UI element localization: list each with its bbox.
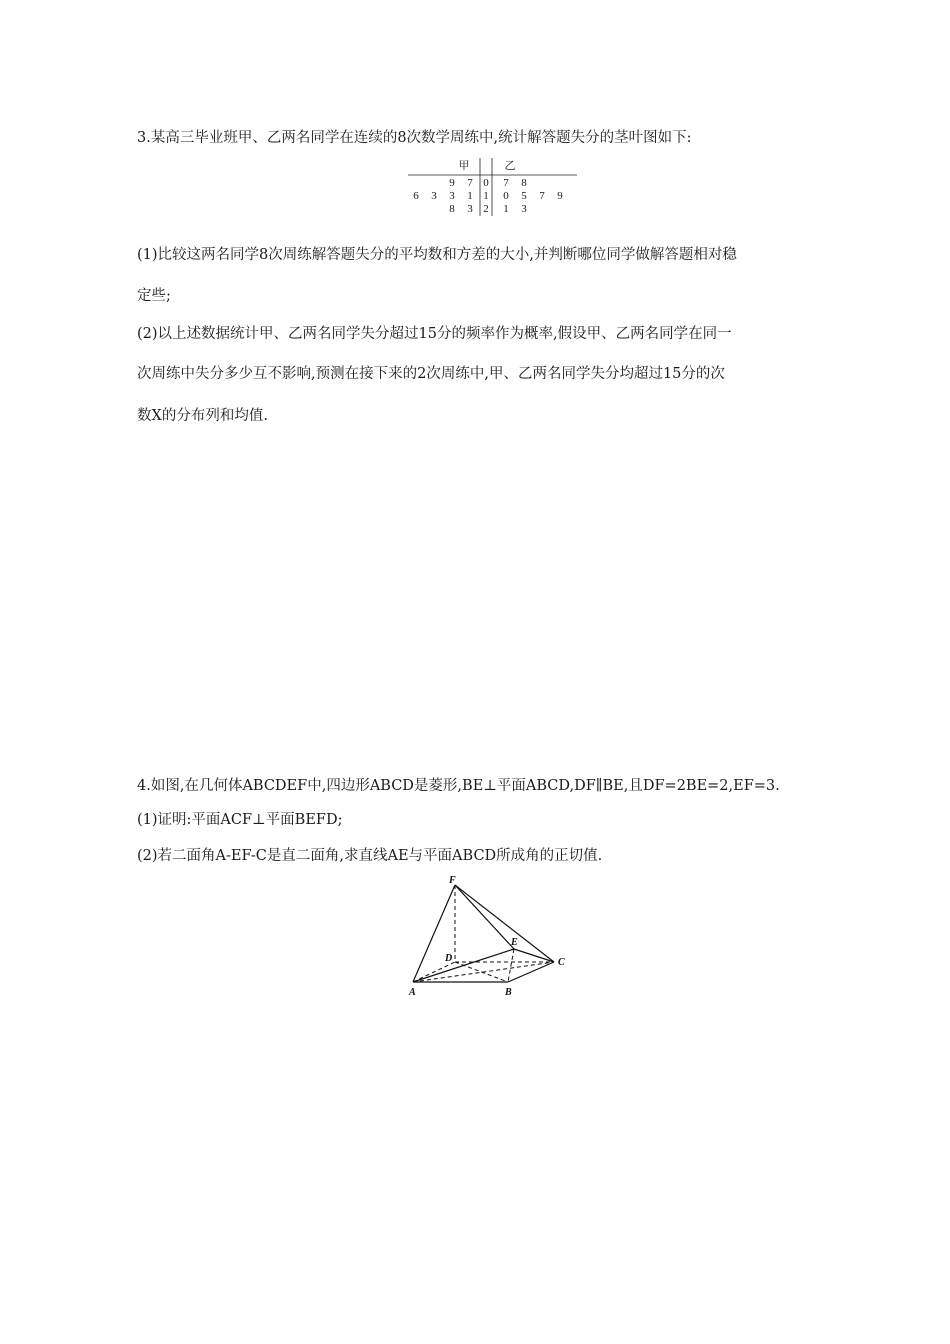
leaf-right: 8 bbox=[521, 177, 527, 189]
q3-part1-line2: 定些; bbox=[137, 288, 171, 304]
q3-stem: 3.某高三毕业班甲、乙两名同学在连续的8次数学周练中,统计解答题失分的茎叶图如下: bbox=[137, 130, 692, 146]
q4-stem: 4.如图,在几何体ABCDEF中,四边形ABCD是菱形,BE⊥平面ABCD,DF∥BE,且DF=2BE=2,EF=3. bbox=[137, 778, 780, 794]
leaf-left: 9 bbox=[449, 177, 455, 189]
leaf-left: 3 bbox=[467, 203, 473, 215]
leaf-right: 7 bbox=[539, 190, 545, 202]
q4-part2: (2)若二面角A-EF-C是直二面角,求直线AE与平面ABCD所成角的正切值. bbox=[137, 848, 603, 864]
leaf-left: 3 bbox=[449, 190, 455, 202]
leaf-left: 3 bbox=[431, 190, 437, 202]
q4-part1: (1)证明:平面ACF⊥平面BEFD; bbox=[137, 812, 343, 828]
leaf-right: 0 bbox=[503, 190, 509, 202]
edge-af bbox=[413, 885, 455, 982]
leaf-left: 6 bbox=[413, 190, 419, 202]
label-a: A bbox=[409, 987, 416, 998]
leaf-right: 7 bbox=[503, 177, 509, 189]
edge-ec bbox=[514, 949, 554, 962]
edge-db bbox=[455, 962, 508, 982]
label-c: C bbox=[558, 957, 565, 968]
q3-part2-line1: (2)以上述数据统计甲、乙两名同学失分超过15分的频率作为概率,假设甲、乙两名同学在同一 bbox=[137, 326, 732, 342]
stem-leaf-left-header: 甲 bbox=[458, 160, 470, 172]
leaf-right: 5 bbox=[521, 190, 527, 202]
stem-value: 2 bbox=[483, 203, 489, 215]
label-e: E bbox=[511, 937, 518, 948]
label-f: F bbox=[449, 875, 456, 886]
leaf-right: 1 bbox=[503, 203, 509, 215]
edge-fc bbox=[455, 885, 554, 962]
q3-part2-line2: 次周练中失分多少互不影响,预测在接下来的2次周练中,甲、乙两名同学失分均超过15分的次 bbox=[137, 366, 725, 382]
label-d: D bbox=[445, 953, 453, 964]
label-b: B bbox=[505, 987, 512, 998]
leaf-right: 9 bbox=[557, 190, 563, 202]
q3-part2-line3: 数X的分布列和均值. bbox=[137, 408, 268, 424]
leaf-left: 7 bbox=[467, 177, 473, 189]
edge-eb bbox=[508, 949, 514, 982]
edge-fe bbox=[455, 885, 514, 949]
leaf-left: 1 bbox=[467, 190, 473, 202]
leaf-left: 8 bbox=[449, 203, 455, 215]
stem-leaf-right-header: 乙 bbox=[504, 160, 516, 172]
geometry-figure bbox=[400, 872, 580, 1002]
stem-value: 1 bbox=[483, 190, 489, 202]
stem-leaf-plot bbox=[405, 158, 580, 218]
leaf-right: 3 bbox=[521, 203, 527, 215]
q3-part1-line1: (1)比较这两名同学8次周练解答题失分的平均数和方差的大小,并判断哪位同学做解答题相对稳 bbox=[137, 247, 737, 263]
stem-value: 0 bbox=[483, 177, 489, 189]
